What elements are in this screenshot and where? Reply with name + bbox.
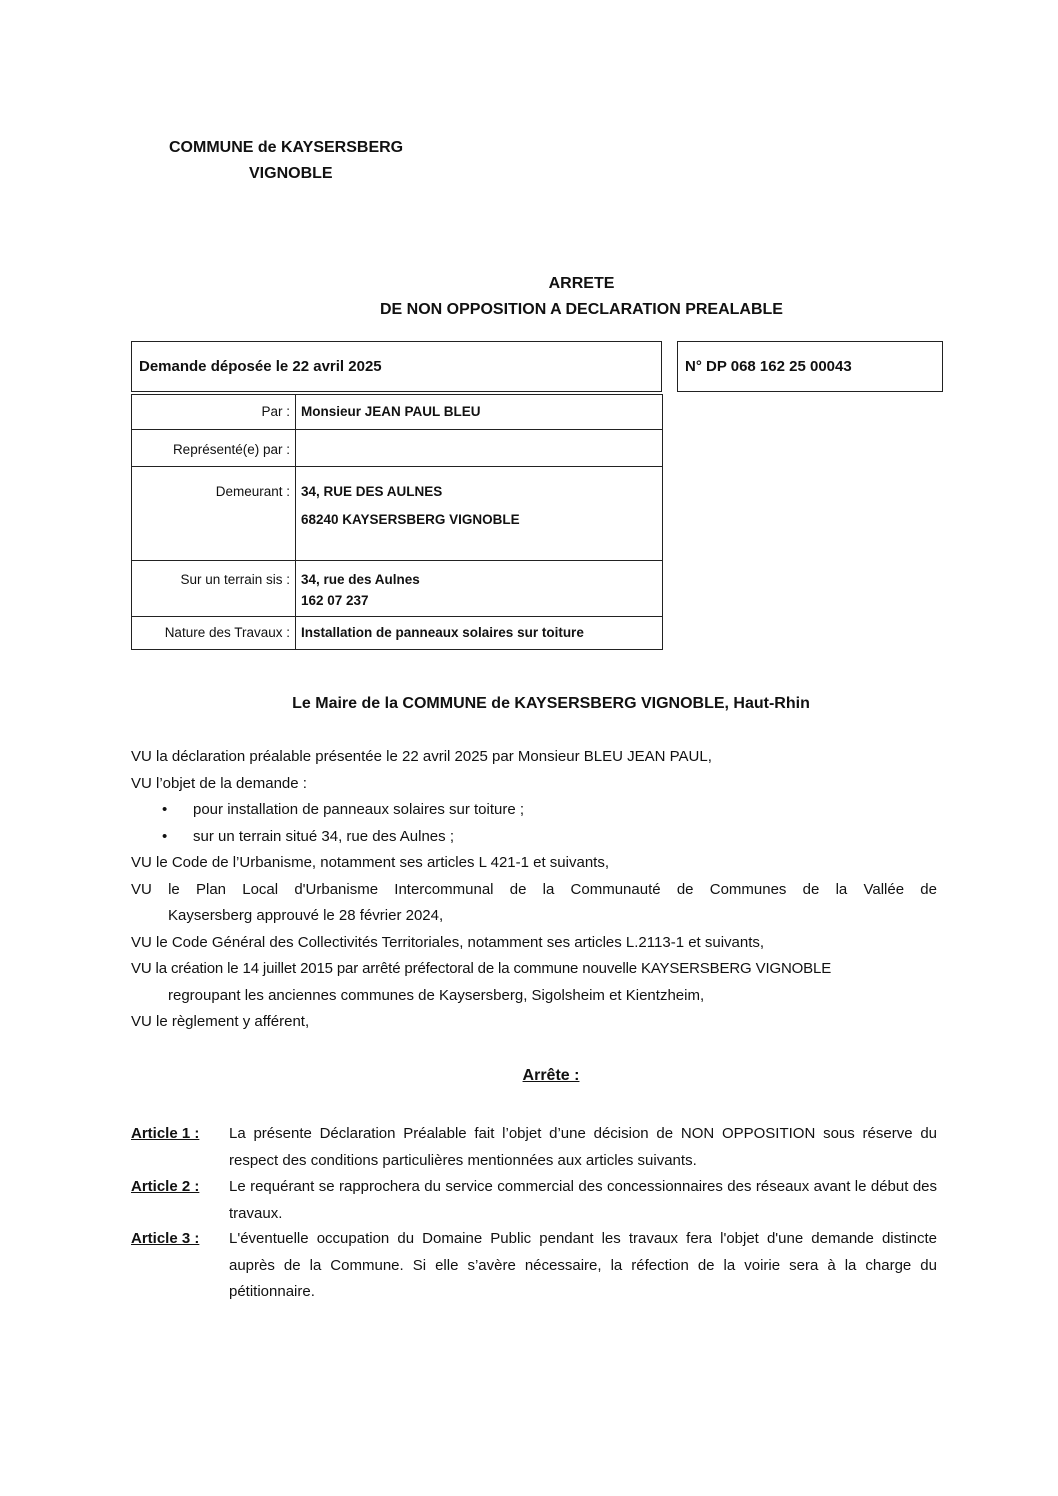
terrain-parcel: 162 07 237 xyxy=(301,593,369,608)
list-item xyxy=(131,824,937,851)
article-3 xyxy=(131,1226,937,1306)
arrete-heading: Arrête : xyxy=(522,1067,580,1084)
list-item xyxy=(131,797,937,824)
table-row xyxy=(132,617,663,650)
bullet-text: pour installation de panneaux solaires sur toiture ; xyxy=(193,801,525,818)
commune-header xyxy=(169,135,403,187)
vu-line: VU le Code Général des Collectivités Territoriales, notamment ses articles L.2113-1 et suivants, xyxy=(131,933,765,951)
bullet-text: sur un terrain situé 34, rue des Aulnes ; xyxy=(193,827,454,845)
vu-line: VU le Code de l’Urbanisme, notamment ses articles L 421-1 et suivants, xyxy=(131,854,610,871)
article-text: La présente Déclaration Préalable fait l’objet d’une décision de NON OPPOSITION sous réserve du respect des conditions particulières mentionnées aux articles suivants. xyxy=(229,1125,937,1169)
maire-heading: Le Maire de la COMMUNE de KAYSERSBERG VIGNOBLE, Haut-Rhin xyxy=(292,695,810,712)
article-2 xyxy=(131,1174,937,1227)
demeurant-city: 68240 KAYSERSBERG VIGNOBLE xyxy=(301,512,520,527)
table-row xyxy=(132,430,663,467)
article-label: Article 2 : xyxy=(131,1178,200,1195)
table-row xyxy=(132,467,663,561)
vu-line: VU le règlement y afférent, xyxy=(131,1013,310,1030)
table-row xyxy=(132,395,663,430)
commune-name-line1: COMMUNE de KAYSERSBERG xyxy=(169,139,404,156)
article-text: Le requérant se rapprochera du service commercial des concessionnaires des réseaux avant le début des travaux. xyxy=(229,1178,937,1222)
article-text: L'éventuelle occupation du Domaine Public pendant les travaux fera l'objet d'une demande distincte auprès de la Commune. Si elle s’avère nécessaire, la réfection de la voirie sera à la charge du pétitionnaire. xyxy=(229,1230,937,1300)
demande-date-box: Demande déposée le 22 avril 2025 xyxy=(131,341,662,392)
article-label: Article 1 : xyxy=(131,1125,200,1142)
bullet-icon: • xyxy=(162,801,168,818)
article-label: Article 3 : xyxy=(131,1230,200,1247)
vu-line: VU la création le 14 juillet 2015 par arrêté préfectoral de la commune nouvelle KAYSERSBERG VIGNOBLE xyxy=(131,960,832,977)
terrain-value xyxy=(296,561,663,617)
par-value: Monsieur JEAN PAUL BLEU xyxy=(296,395,663,430)
represente-label: Représenté(e) par : xyxy=(132,430,296,467)
terrain-label: Sur un terrain sis : xyxy=(132,561,296,617)
par-label: Par : xyxy=(132,395,296,430)
bullet-icon: • xyxy=(162,827,168,845)
travaux-value: Installation de panneaux solaires sur toiture xyxy=(296,617,663,650)
title-line2: DE NON OPPOSITION A DECLARATION PREALABLE xyxy=(380,301,783,318)
title-line1: ARRETE xyxy=(548,275,615,292)
demeurant-street: 34, RUE DES AULNES xyxy=(301,484,443,499)
vu-line-continuation: regroupant les anciennes communes de Kaysersberg, Sigolsheim et Kientzheim, xyxy=(168,986,705,1004)
travaux-label: Nature des Travaux : xyxy=(132,617,296,650)
vu-section xyxy=(131,744,937,1036)
represente-value xyxy=(296,430,663,467)
vu-line: VU le Plan Local d'Urbanisme Intercommunal de la Communauté de Communes de la Vallée de xyxy=(131,880,937,898)
table-row xyxy=(132,561,663,617)
document-title xyxy=(0,271,1058,323)
dossier-number-box: N° DP 068 162 25 00043 xyxy=(677,341,943,392)
vu-line: VU l’objet de la demande : xyxy=(131,774,307,792)
applicant-info-table xyxy=(131,394,663,650)
demeurant-label: Demeurant : xyxy=(132,467,296,561)
article-1 xyxy=(131,1121,937,1174)
vu-line: VU la déclaration préalable présentée le 22 avril 2025 par Monsieur BLEU JEAN PAUL, xyxy=(131,748,712,765)
commune-name-line2: VIGNOBLE xyxy=(249,165,333,182)
terrain-address: 34, rue des Aulnes xyxy=(301,572,420,587)
demeurant-value xyxy=(296,467,663,561)
vu-line-continuation: Kaysersberg approuvé le 28 février 2024, xyxy=(168,907,444,924)
